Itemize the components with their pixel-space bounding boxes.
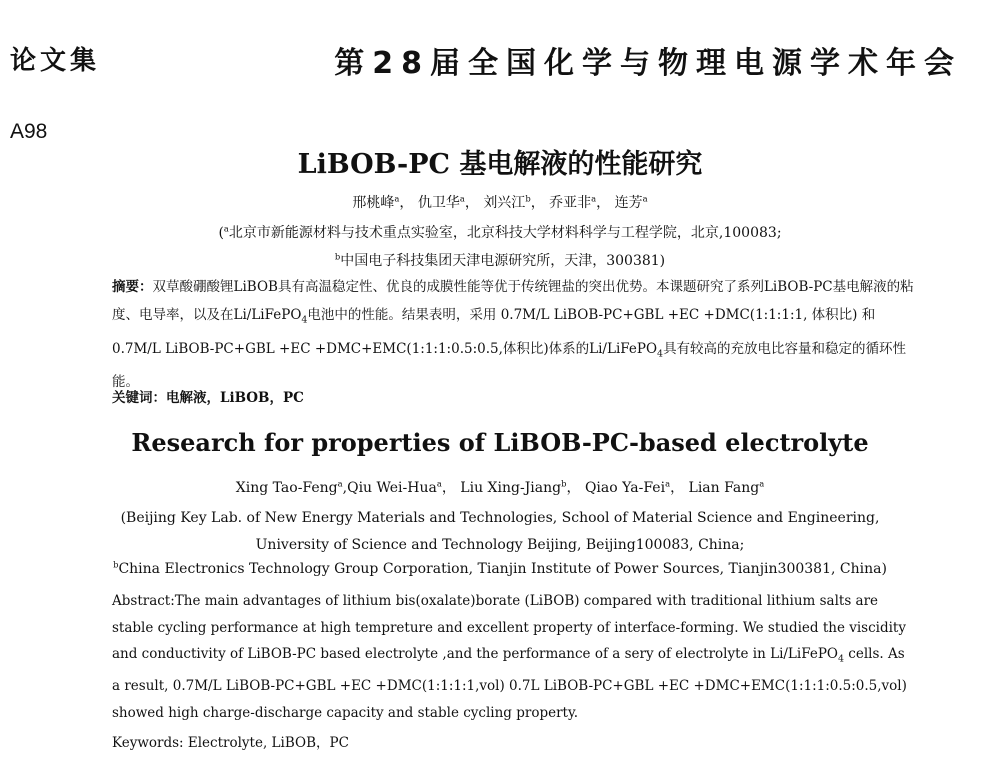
- subscript: 4: [301, 314, 308, 326]
- affiliation-text: China Electronics Technology Group Corporation, Tianjin Institute of Power Sources, Tianjin300381, China): [118, 561, 887, 577]
- author-affiliation-mark: a: [665, 478, 671, 489]
- author-affiliation-mark: a: [759, 478, 765, 489]
- abstract-text: cells. As a result, 0.7M/L LiBOB-PC+GBL +EC +DMC(1:1:1:1,vol) 0.7L LiBOB-PC+GBL +EC +DMC+EMC(1:1:1:0.5:0.5,vol) showed high charge-discharge capacity and stable cycling property.: [112, 646, 907, 721]
- header-left-title: 论文集: [10, 46, 101, 76]
- conference-title: 第28届全国化学与物理电源学术年会: [334, 46, 962, 81]
- chinese-authors: 邢桃峰$^a$， 仇卫华$^a$， 刘兴江$^b$， 乔亚非$^a$， 连芳$^a$: [352, 193, 648, 211]
- chinese-abstract: [112, 273, 922, 396]
- author-name: Liu Xing-Jiang: [460, 480, 562, 496]
- subscript: 4: [838, 653, 845, 665]
- chinese-affiliation-b: [0, 250, 1000, 270]
- author-affiliation-mark: a: [591, 193, 597, 204]
- subscript: 4: [657, 348, 664, 360]
- author-name: Qiu Wei-Hua: [347, 480, 437, 496]
- chinese-keywords: 关键词：电解液，LiBOB，PC: [112, 390, 304, 406]
- author-name: Xing Tao-Feng: [235, 480, 338, 496]
- author-affiliation-mark: b: [525, 193, 531, 204]
- page-code: A98: [10, 120, 48, 143]
- author-name: Lian Fang: [688, 480, 760, 496]
- abstract-text: 双草酸硼酸锂LiBOB具有高温稳定性、优良的成膜性能等优于传统锂盐的突出优势。本课题研究了系列LiBOB-PC基电解液的粘度、电导率，以及在Li/LiFePO: [112, 279, 914, 323]
- english-title: Research for properties of LiBOB-PC-based electrolyte: [131, 428, 869, 457]
- english-affiliation-b: [0, 561, 1000, 577]
- author-affiliation-mark: a: [642, 193, 648, 204]
- author-name: 仇卫华: [417, 195, 460, 211]
- affiliation-text: 北京市新能源材料与技术重点实验室，北京科技大学材料科学与工程学院，北京,100083;: [228, 225, 782, 241]
- abstract-text: 电池中的性能。结果表明，采用 0.7M/L LiBOB-PC+GBL +EC +DMC(1:1:1:1, 体积比) 和 0.7M/L LiBOB-PC+GBL +EC +DMC+EMC(1:1:1:0.5:0.5,体积比)体系的Li/LiFePO: [112, 307, 876, 357]
- author-affiliation-mark: b: [561, 478, 567, 489]
- separator: ，: [566, 480, 581, 496]
- author-affiliation-mark: a: [337, 478, 343, 489]
- author-name: 刘兴江: [483, 195, 526, 211]
- chinese-title: LiBOB-PC 基电解液的性能研究: [297, 149, 703, 180]
- affiliation-mark: b: [113, 559, 119, 570]
- abstract-label: 摘要：: [112, 279, 153, 295]
- english-affiliation-a: (Beijing Key Lab. of New Energy Materials and Technologies, School of Material Science and Engineering, University of Science and Technology Beijing, Beijing100083, China;: [120, 510, 880, 553]
- author-name: 乔亚非: [549, 195, 592, 211]
- separator: ,: [342, 480, 348, 496]
- separator: ，: [670, 480, 685, 496]
- abstract-text: 具有较高的充放电比容量和稳定的循环性能。: [112, 340, 907, 391]
- author-name: 连芳: [614, 195, 643, 211]
- author-affiliation-mark: a: [459, 193, 465, 204]
- affiliation-text: 中国电子科技集团天津电源研究所，天津，300381): [340, 253, 666, 269]
- affiliation-mark: b: [334, 251, 341, 262]
- author-name: 邢桃峰: [352, 195, 395, 211]
- author-name: Qiao Ya-Fei: [584, 480, 666, 496]
- author-affiliation-mark: a: [436, 478, 442, 489]
- abstract-text: Abstract:The main advantages of lithium bis(oxalate)borate (LiBOB) compared with traditional lithium salts are stable cycling performance at high tempreture and excellent property of interface-forming. We studied the viscidity and conductivity of LiBOB-PC based electrolyte ,and the performance of a sery of electrolyte in Li/LiFePO: [112, 593, 906, 662]
- affiliation-mark: a: [223, 223, 229, 234]
- english-keywords: Keywords: Electrolyte, LiBOB，PC: [112, 735, 349, 751]
- separator: ，: [441, 480, 456, 496]
- english-abstract: [112, 588, 912, 726]
- english-authors: [0, 477, 1000, 497]
- chinese-affiliation-a: ($^a$北京市新能源材料与技术重点实验室，北京科技大学材料科学与工程学院，北京,100083;: [218, 223, 782, 241]
- author-affiliation-mark: a: [394, 193, 400, 204]
